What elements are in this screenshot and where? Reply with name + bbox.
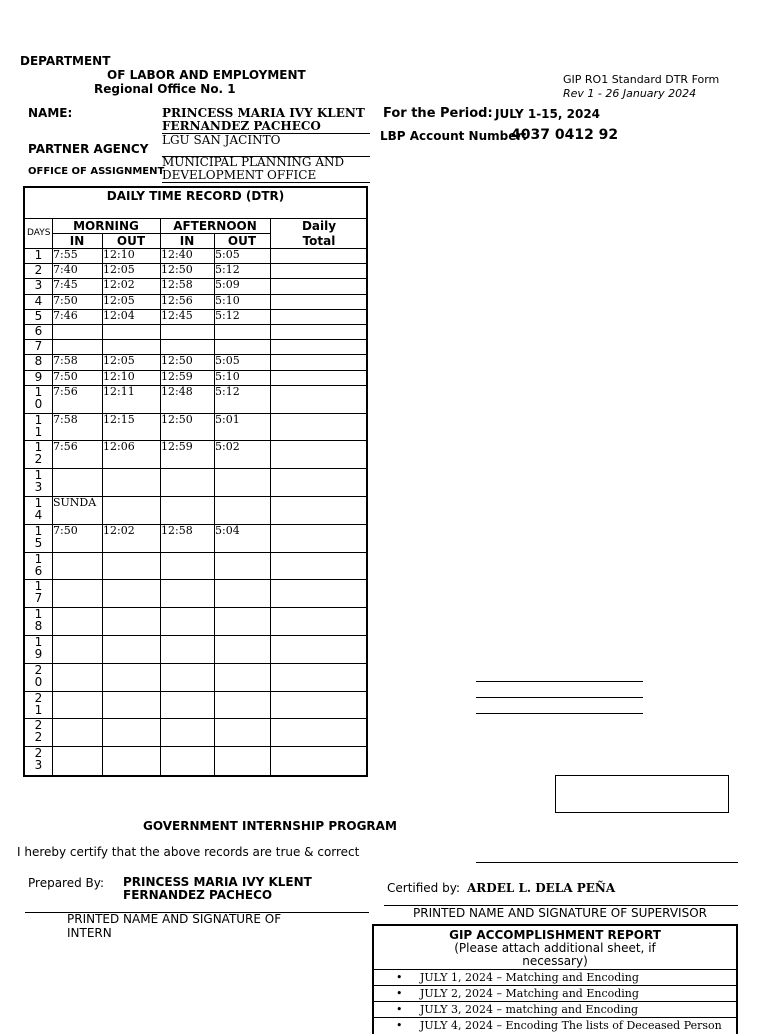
day-digit: 8 xyxy=(34,619,43,634)
regional-office: Regional Office No. 1 xyxy=(94,82,236,96)
time-am-out: 12:10 xyxy=(103,369,135,383)
dtr-row xyxy=(25,496,366,524)
daily-total-cell xyxy=(270,579,366,607)
day-digit: 2 xyxy=(34,746,43,761)
day-digit: 1 xyxy=(34,607,43,622)
time-am-in: 7:58 xyxy=(53,412,78,426)
dtr-row xyxy=(25,248,366,263)
day-number xyxy=(25,747,52,771)
time-am-in: SUNDA xyxy=(53,496,97,509)
column-divider xyxy=(214,233,215,775)
day-number xyxy=(25,264,52,276)
day-digit: 0 xyxy=(34,396,43,411)
intern-name-line2: FERNANDEZ PACHECO xyxy=(162,119,321,133)
daily-total-cell xyxy=(270,663,366,691)
day-number xyxy=(25,414,52,438)
time-pm-out: 5:01 xyxy=(215,412,240,426)
prepared-name-line1: PRINCESS MARIA IVY KLENT xyxy=(123,875,312,889)
day-number xyxy=(25,279,52,291)
time-am-out: 12:04 xyxy=(103,308,135,322)
accomplishment-item xyxy=(374,1017,736,1034)
blank-line-3 xyxy=(476,713,643,714)
form-title: GIP RO1 Standard DTR Form xyxy=(563,73,720,86)
time-am-in: 7:45 xyxy=(53,278,78,292)
dtr-row xyxy=(25,354,366,369)
time-am-out: 12:15 xyxy=(103,412,135,426)
accomplishment-text: JULY 2, 2024 – Matching and Encoding xyxy=(420,987,639,1000)
day-digit: 2 xyxy=(34,718,43,733)
time-am-out: 12:06 xyxy=(103,440,135,454)
morning-header: MORNING xyxy=(73,219,139,233)
certified-by-label: Certified by: xyxy=(387,881,460,895)
time-pm-in: 12:58 xyxy=(161,523,193,537)
certify-line xyxy=(476,862,738,863)
time-pm-in: 12:59 xyxy=(161,369,193,383)
daily-total-cell xyxy=(270,440,366,468)
daily-header: Daily xyxy=(301,219,337,233)
dtr-row xyxy=(25,339,366,354)
daily-total-cell xyxy=(270,413,366,441)
day-digit: 6 xyxy=(34,563,43,578)
day-digit: 5 xyxy=(34,308,43,323)
dtr-row xyxy=(25,552,366,580)
daily-total-cell xyxy=(270,263,366,278)
supervisor-signature-caption: PRINTED NAME AND SIGNATURE OF SUPERVISOR xyxy=(413,906,707,920)
day-digit: 3 xyxy=(34,480,43,495)
day-digit: 1 xyxy=(34,702,43,717)
accomplishment-subtitle-1: (Please attach additional sheet, if xyxy=(454,941,656,955)
day-digit: 1 xyxy=(34,496,43,510)
day-digit: 2 xyxy=(34,662,43,677)
day-number xyxy=(25,553,52,577)
time-am-in: 7:50 xyxy=(53,293,78,307)
prepared-name-line2: FERNANDEZ PACHECO xyxy=(123,888,273,902)
time-am-in: 7:55 xyxy=(53,248,78,261)
daily-total-cell xyxy=(270,691,366,719)
day-digit: 1 xyxy=(34,551,43,566)
day-number xyxy=(25,295,52,307)
bullet-icon: • xyxy=(396,987,403,1000)
daily-total-cell xyxy=(270,309,366,324)
day-digit: 5 xyxy=(34,535,43,550)
dtr-row xyxy=(25,263,366,278)
day-number xyxy=(25,371,52,383)
day-number xyxy=(25,580,52,604)
dtr-row xyxy=(25,385,366,413)
time-pm-out: 5:12 xyxy=(215,384,240,398)
dtr-row xyxy=(25,746,366,774)
form-revision: Rev 1 - 26 January 2024 xyxy=(563,87,697,100)
daily-total-cell xyxy=(270,354,366,369)
day-digit: 6 xyxy=(34,324,43,338)
day-number xyxy=(25,325,52,337)
accomplishment-report xyxy=(372,924,738,1034)
day-number xyxy=(25,497,52,521)
intern-signature-caption-2: INTERN xyxy=(67,926,112,940)
day-number xyxy=(25,355,52,367)
time-pm-in: 12:48 xyxy=(161,384,193,398)
accomplishment-text: JULY 1, 2024 – Matching and Encoding xyxy=(420,971,639,984)
department-name: OF LABOR AND EMPLOYMENT xyxy=(107,68,306,82)
time-am-in: 7:40 xyxy=(53,263,78,277)
daily-total-cell xyxy=(270,607,366,635)
dtr-row xyxy=(25,413,366,441)
day-digit: 1 xyxy=(34,384,43,399)
accomplishment-title: GIP ACCOMPLISHMENT REPORT xyxy=(449,928,661,942)
program-name: GOVERNMENT INTERNSHIP PROGRAM xyxy=(143,819,397,833)
am-out-header: OUT xyxy=(116,234,146,248)
day-digit: 1 xyxy=(34,468,43,483)
bullet-icon: • xyxy=(396,1019,403,1032)
name-label: NAME: xyxy=(28,106,73,120)
office-label: OFFICE OF ASSIGNMENT xyxy=(28,166,165,177)
day-digit: 1 xyxy=(34,424,43,439)
dtr-row xyxy=(25,309,366,324)
day-digit: 2 xyxy=(34,263,43,278)
day-number xyxy=(25,692,52,716)
office-underline xyxy=(162,182,370,183)
period-value: JULY 1-15, 2024 xyxy=(495,107,601,121)
blank-line-1 xyxy=(476,681,643,682)
time-pm-out: 5:05 xyxy=(215,354,240,368)
column-divider xyxy=(52,218,53,775)
day-number xyxy=(25,340,52,352)
day-number xyxy=(25,386,52,410)
day-digit: 8 xyxy=(34,354,43,369)
time-pm-in: 12:58 xyxy=(161,278,193,292)
day-number xyxy=(25,636,52,660)
time-am-in: 7:46 xyxy=(53,308,78,322)
office-value-line1: MUNICIPAL PLANNING AND xyxy=(162,155,345,169)
daily-total-cell xyxy=(270,552,366,580)
lbp-label: LBP Account Number: xyxy=(380,129,528,143)
dtr-row xyxy=(25,324,366,339)
time-am-out: 12:10 xyxy=(103,248,135,261)
time-am-in: 7:58 xyxy=(53,354,78,368)
day-number xyxy=(25,249,52,261)
pm-out-header: OUT xyxy=(227,234,257,248)
time-pm-out: 5:04 xyxy=(215,523,240,537)
pm-in-header: IN xyxy=(179,234,195,248)
department-label: DEPARTMENT xyxy=(20,54,111,68)
time-pm-in: 12:45 xyxy=(161,308,193,322)
time-pm-in: 12:56 xyxy=(161,293,193,307)
day-digit: 1 xyxy=(34,440,43,455)
daily-total-cell xyxy=(270,248,366,263)
time-pm-out: 5:09 xyxy=(215,278,240,292)
empty-box xyxy=(555,775,729,813)
day-digit: 7 xyxy=(34,339,43,354)
intern-name-line1: PRINCESS MARIA IVY KLENT xyxy=(162,106,365,120)
intern-signature-caption-1: PRINTED NAME AND SIGNATURE OF xyxy=(67,912,282,926)
daily-total-cell xyxy=(270,294,366,309)
blank-line-2 xyxy=(476,697,643,698)
time-pm-out: 5:02 xyxy=(215,440,240,454)
time-am-in: 7:50 xyxy=(53,523,78,537)
certify-statement: I hereby certify that the above records are true & correct xyxy=(17,845,360,859)
time-pm-out: 5:12 xyxy=(215,308,240,322)
daily-total-cell xyxy=(270,339,366,354)
days-header: DAYS xyxy=(27,228,51,238)
day-number xyxy=(25,719,52,743)
dtr-row xyxy=(25,278,366,293)
daily-total-cell xyxy=(270,370,366,385)
office-value-line2: DEVELOPMENT OFFICE xyxy=(162,168,317,182)
dtr-row xyxy=(25,718,366,746)
day-digit: 1 xyxy=(34,635,43,649)
column-divider xyxy=(160,218,161,775)
dtr-table xyxy=(23,186,368,777)
time-pm-in: 12:50 xyxy=(161,354,193,368)
lbp-value: 4037 0412 92 xyxy=(511,127,619,143)
dtr-row xyxy=(25,524,366,552)
total-header: Total xyxy=(302,234,336,248)
time-pm-out: 5:05 xyxy=(215,248,240,261)
time-am-in: 7:56 xyxy=(53,440,78,454)
dtr-row xyxy=(25,468,366,496)
time-am-out: 12:02 xyxy=(103,523,135,537)
column-divider xyxy=(270,218,271,775)
time-am-out: 12:05 xyxy=(103,354,135,368)
daily-total-cell xyxy=(270,468,366,496)
time-am-out: 12:05 xyxy=(103,293,135,307)
time-pm-out: 5:10 xyxy=(215,293,240,307)
day-digit: 0 xyxy=(34,674,43,689)
partner-agency-label: PARTNER AGENCY xyxy=(28,142,149,156)
dtr-row xyxy=(25,663,366,691)
daily-total-cell xyxy=(270,496,366,524)
day-digit: 2 xyxy=(34,690,43,705)
day-digit: 1 xyxy=(34,412,43,427)
accomplishment-item xyxy=(374,1001,736,1018)
day-digit: 1 xyxy=(34,523,43,538)
dtr-row xyxy=(25,607,366,635)
dtr-row xyxy=(25,579,366,607)
daily-total-cell xyxy=(270,385,366,413)
day-number xyxy=(25,525,52,549)
column-divider xyxy=(102,233,103,775)
dtr-row xyxy=(25,440,366,468)
time-am-out: 12:05 xyxy=(103,263,135,277)
accomplishment-item xyxy=(374,969,736,986)
daily-total-cell xyxy=(270,718,366,746)
time-pm-in: 12:40 xyxy=(161,248,193,261)
time-am-out: 12:02 xyxy=(103,278,135,292)
day-digit: 3 xyxy=(34,278,43,293)
day-digit: 2 xyxy=(34,452,43,467)
day-digit: 1 xyxy=(34,579,43,594)
daily-total-cell xyxy=(270,635,366,663)
afternoon-header: AFTERNOON xyxy=(173,219,257,233)
certified-by-name: ARDEL L. DELA PEÑA xyxy=(467,881,616,895)
daily-total-cell xyxy=(270,746,366,774)
day-number xyxy=(25,469,52,493)
prepared-by-label: Prepared By: xyxy=(28,876,105,890)
time-am-out: 12:11 xyxy=(103,384,135,398)
accomplishment-text: JULY 3, 2024 – matching and Encoding xyxy=(420,1003,639,1016)
day-digit: 9 xyxy=(34,369,43,384)
day-digit: 3 xyxy=(34,758,43,773)
accomplishment-subtitle-2: necessary) xyxy=(522,954,588,968)
day-digit: 7 xyxy=(34,591,43,606)
time-am-in: 7:50 xyxy=(53,369,78,383)
day-digit: 2 xyxy=(34,730,43,745)
day-digit: 4 xyxy=(34,293,43,308)
day-number xyxy=(25,664,52,688)
bullet-icon: • xyxy=(396,1003,403,1016)
accomplishment-text: JULY 4, 2024 – Encoding The lists of Deceased Person xyxy=(420,1019,722,1032)
dtr-row xyxy=(25,635,366,663)
day-number xyxy=(25,608,52,632)
dtr-row xyxy=(25,691,366,719)
time-pm-out: 5:10 xyxy=(215,369,240,383)
daily-total-cell xyxy=(270,278,366,293)
daily-total-cell xyxy=(270,324,366,339)
dtr-row xyxy=(25,370,366,385)
time-pm-in: 12:59 xyxy=(161,440,193,454)
time-pm-in: 12:50 xyxy=(161,263,193,277)
dtr-title: DAILY TIME RECORD (DTR) xyxy=(106,189,285,203)
day-number xyxy=(25,310,52,322)
time-pm-out: 5:12 xyxy=(215,263,240,277)
day-digit: 1 xyxy=(34,248,43,262)
daily-total-cell xyxy=(270,524,366,552)
day-digit: 4 xyxy=(34,508,43,522)
partner-agency-value: LGU SAN JACINTO xyxy=(162,133,281,147)
day-number xyxy=(25,441,52,465)
period-label: For the Period: xyxy=(383,106,493,121)
dtr-row xyxy=(25,294,366,309)
accomplishment-item xyxy=(374,985,736,1002)
time-am-in: 7:56 xyxy=(53,384,78,398)
time-pm-in: 12:50 xyxy=(161,412,193,426)
day-digit: 9 xyxy=(34,647,43,661)
am-in-header: IN xyxy=(69,234,85,248)
bullet-icon: • xyxy=(396,971,403,984)
